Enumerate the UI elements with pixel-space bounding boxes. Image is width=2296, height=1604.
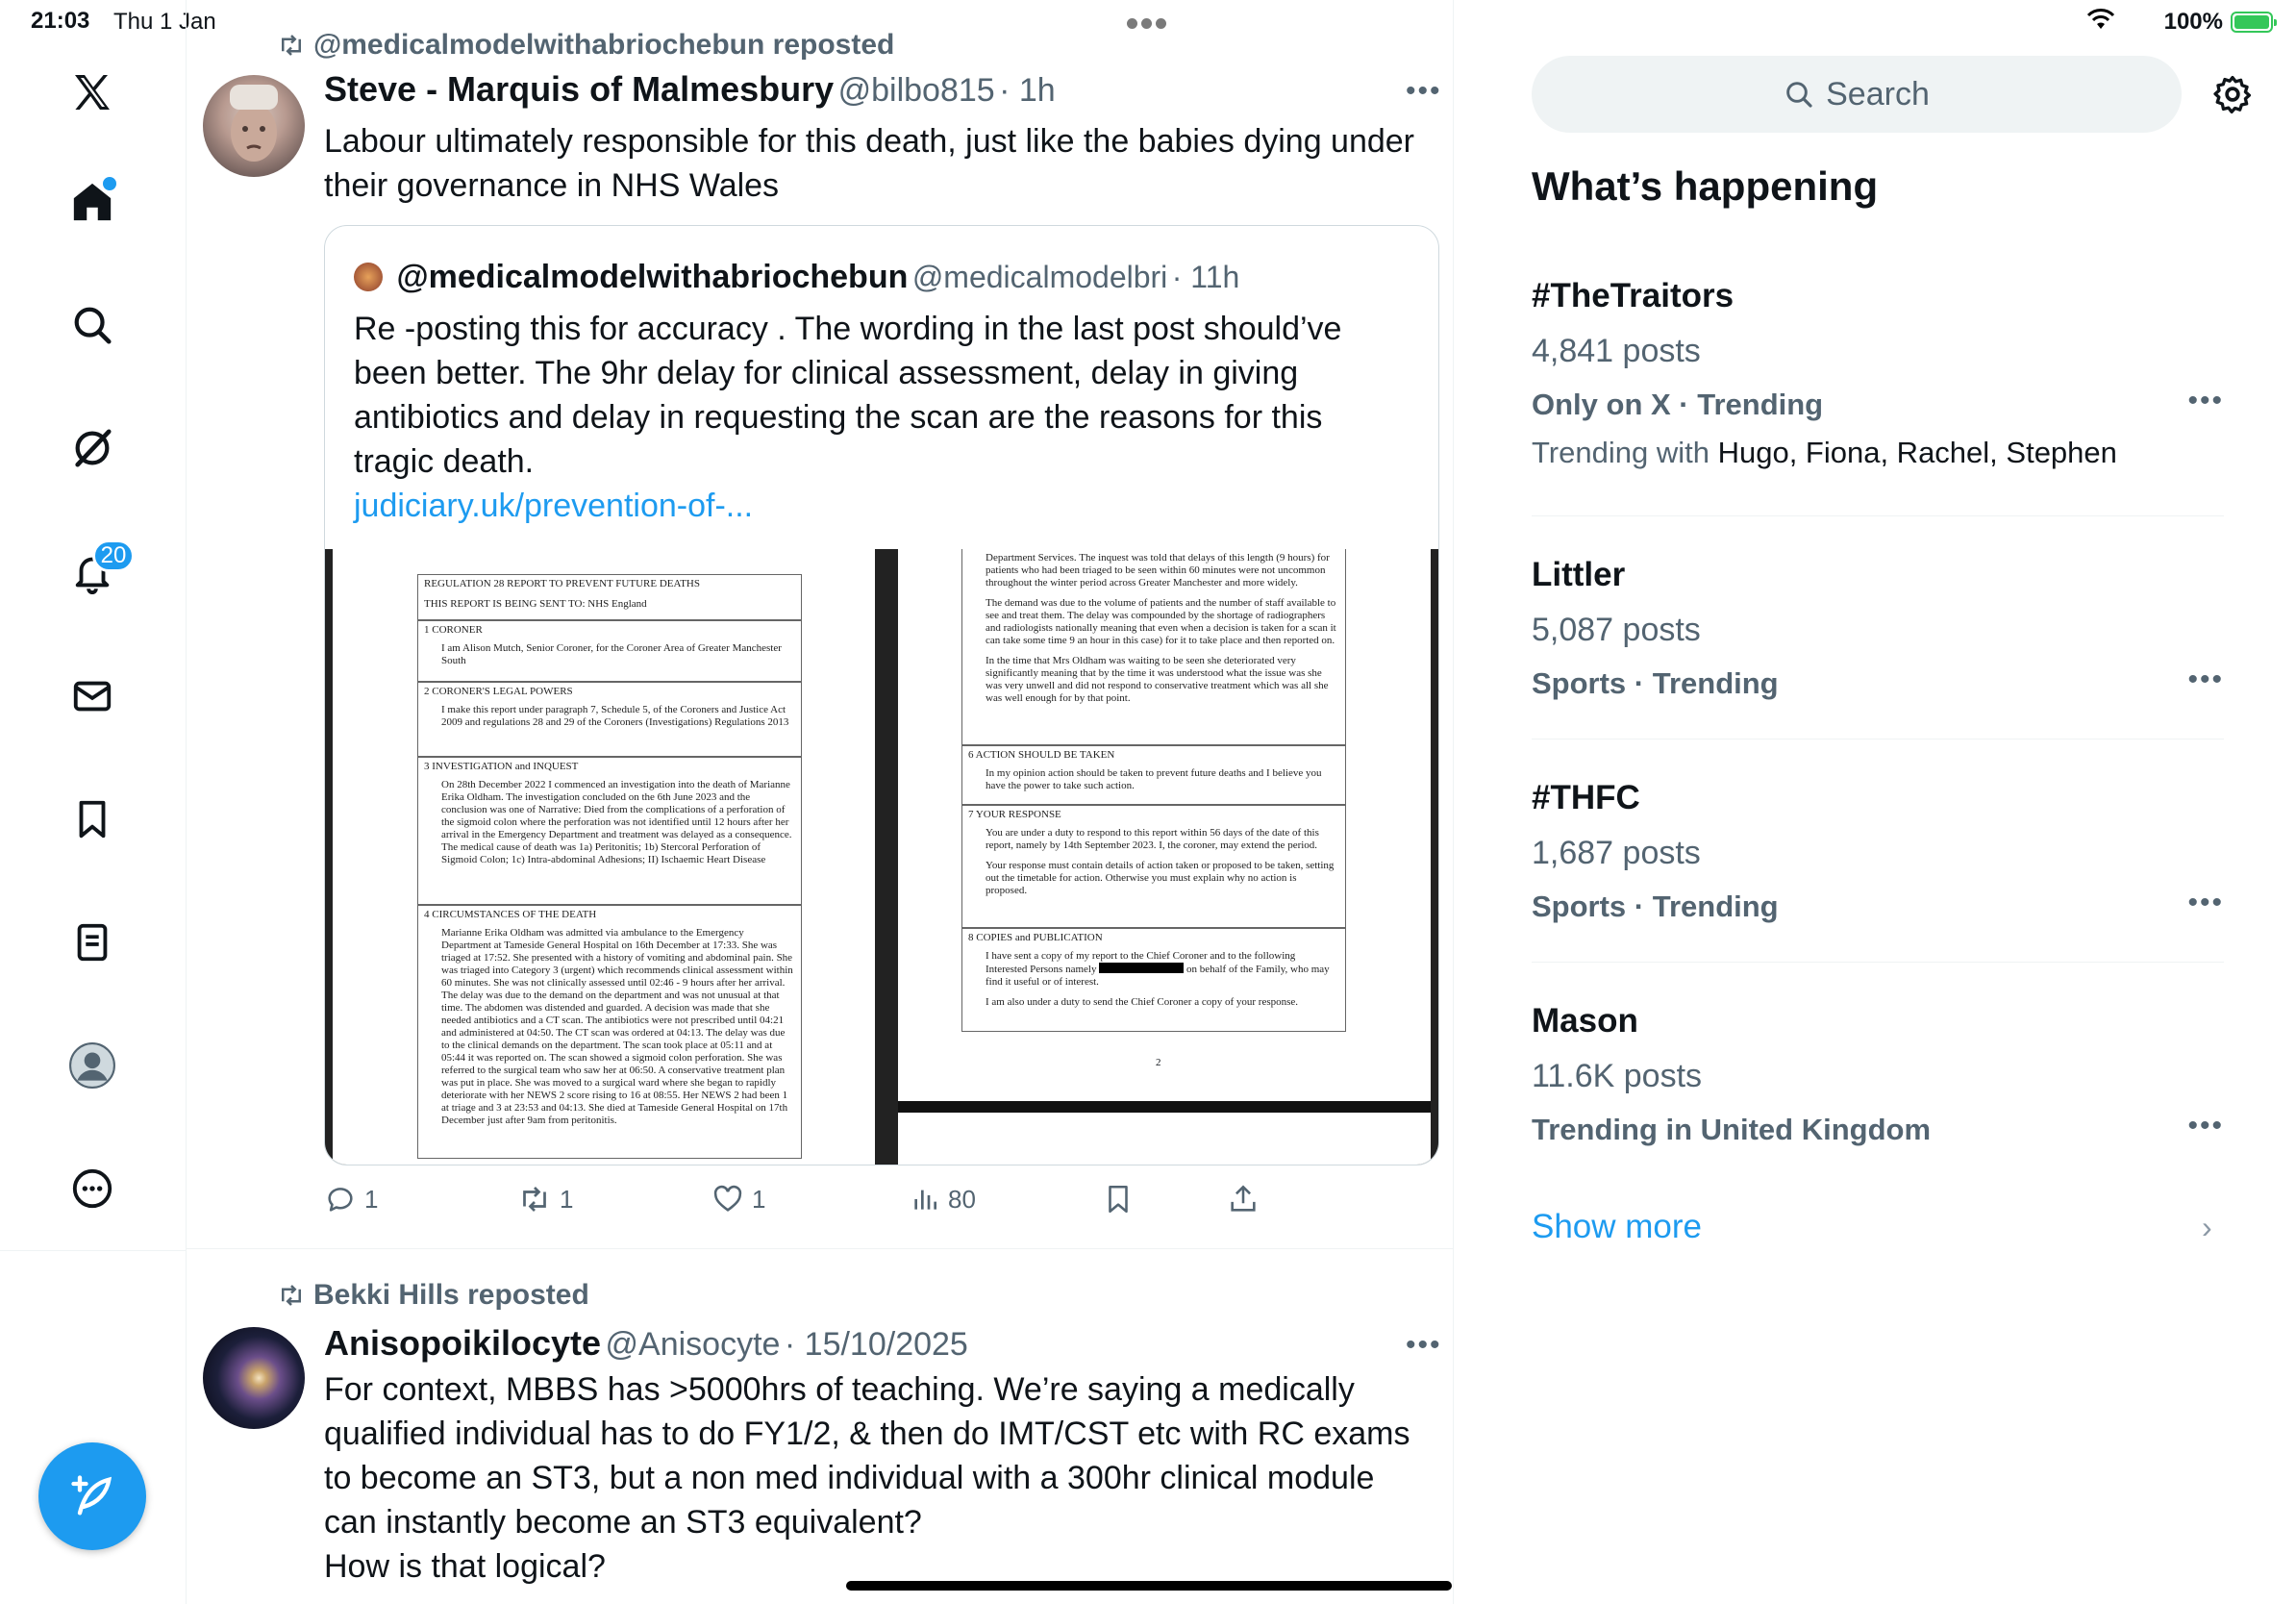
trend-divider (1532, 962, 2224, 963)
doc-section-body: I have sent a copy of my report to the Chief Coroner and to the following Interested Persons namely (986, 950, 1296, 975)
doc-section-body: Your response must contain details of action taken or proposed to be taken, setting out the timetable for action. Otherwise you must explain why no action is proposed. (986, 860, 1335, 896)
status-time: 21:03 (31, 8, 90, 34)
settings-gear-icon[interactable] (2211, 73, 2254, 120)
doc-section-body: You are under a duty to respond to this report within 56 days of the date of this report, namely by 14th September 2023. I, the coroner, may extend the period. (986, 827, 1319, 851)
tweet-text-line: can instantly become an ST3 equivalent? (324, 1504, 922, 1541)
doc-section-body: I make this report under paragraph 7, Schedule 5, of the Coroners and Justice Act 2009 and regulations 28 and 29 of the Coroners (Investigations) Regulations 2013 (441, 704, 789, 728)
quote-tweet[interactable] (324, 225, 1439, 1165)
battery-icon (2231, 12, 2273, 33)
doc-section-heading: 6 ACTION SHOULD BE TAKEN (968, 749, 1115, 761)
document-page-1[interactable] (333, 549, 875, 1165)
repost-icon (517, 1183, 552, 1216)
x-logo-icon[interactable] (63, 63, 121, 121)
profile-avatar-icon[interactable] (63, 1037, 121, 1094)
repost-by-label: Bekki Hills reposted (313, 1279, 589, 1311)
author-name[interactable]: Steve - Marquis of Malmesbury (324, 69, 835, 109)
trend-related-label: Trending with (1532, 436, 1710, 469)
doc-section-body: I am Alison Mutch, Senior Coroner, for the Coroner Area of Greater Manchester South (441, 642, 782, 666)
like-count: 1 (752, 1184, 766, 1214)
trend-divider (1532, 515, 2224, 516)
repost-by-label: @medicalmodelwithabriochebun reposted (313, 29, 895, 61)
notifications-badge: 20 (92, 539, 135, 572)
bookmark-icon (1102, 1183, 1135, 1216)
author-avatar[interactable] (203, 1327, 305, 1429)
quote-time: · 11h (1171, 260, 1240, 294)
doc-paragraph: The demand was due to the volume of patients and the number of staff available to see and treat them. The delay was compounded by the shortage of radiographers and radiologists nationally meaning that even when a decision is taken for a scan it can take some time 9 an hour in this case) for it to take place and then reported on. (986, 597, 1336, 646)
trend-category: Sports · Trending (1532, 666, 1779, 700)
reply-count: 1 (364, 1184, 379, 1214)
show-more-link[interactable]: Show more (1532, 1208, 1703, 1245)
tweet-text-line: to become an ST3, but a non med individual with a 300hr clinical module (324, 1460, 1375, 1496)
trend-name: #TheTraitors (1532, 277, 1734, 314)
doc-section-7 (961, 805, 1346, 928)
tweet-time[interactable]: · 15/10/2025 (784, 1326, 968, 1363)
trend-category: Only on X · Trending (1532, 388, 1824, 421)
tweet-divider (186, 1248, 1453, 1249)
views-count: 80 (948, 1184, 976, 1214)
bookmark-button[interactable] (1102, 1183, 1142, 1216)
tweet-header (324, 1323, 968, 1364)
doc-continued-box (961, 549, 1346, 745)
quote-text (354, 307, 1411, 528)
doc-section-heading: 4 CIRCUMSTANCES OF THE DEATH (424, 909, 597, 920)
search-icon (1784, 79, 1814, 110)
doc-section-heading: 3 INVESTIGATION and INQUEST (424, 761, 579, 772)
tweet-text-line: For context, MBBS has >5000hrs of teaching. We’re saying a medically (324, 1371, 1355, 1408)
whats-happening-title: What’s happening (1532, 163, 1879, 209)
tweet-more-menu[interactable]: ••• (1406, 75, 1442, 107)
quote-header (354, 259, 1239, 296)
repost-button[interactable] (517, 1183, 573, 1216)
trend-category: Trending in United Kingdom (1532, 1113, 1932, 1146)
trend-post-count: 11.6K posts (1532, 1058, 1703, 1094)
doc-section-heading: 7 YOUR RESPONSE (968, 809, 1061, 820)
trend-more-menu[interactable]: ••• (2187, 1110, 2224, 1141)
doc-paragraph: Department Services. The inquest was told that delays of this length (9 hours) for patients who had been triaged to be seen within 60 minutes were not uncommon throughout the winter period across Greater Manchester and more widely. (986, 552, 1330, 589)
doc-section-body: on behalf of the Family, who may find it useful or of interest. (986, 964, 1330, 988)
trend-item[interactable] (1532, 779, 2224, 924)
explore-search-icon[interactable] (63, 296, 121, 354)
repost-icon (277, 33, 306, 58)
doc-paragraph: In the time that Mrs Oldham was waiting to be seen she deteriorated very significantly meaning that by the time it was understood what the issue was she was very unwell and did not respond to conservative treatment which was all she was well enough for by that point. (986, 655, 1329, 704)
more-options-icon[interactable] (63, 1160, 121, 1217)
home-indicator[interactable] (846, 1581, 1452, 1591)
like-button[interactable] (711, 1183, 765, 1216)
trend-name: Littler (1532, 556, 1626, 593)
bookmarks-icon[interactable] (63, 790, 121, 848)
reply-icon (324, 1183, 357, 1216)
author-name[interactable]: Anisopoikilocyte (324, 1323, 602, 1363)
trend-item[interactable] (1532, 556, 2224, 701)
tweet-text-line: Labour ultimately responsible for this death, just like the babies dying under (324, 123, 1415, 160)
compose-feather-icon (67, 1471, 117, 1521)
trend-post-count: 5,087 posts (1532, 612, 1701, 648)
quote-text-line: Re -posting this for accuracy . The wording in the last post should’ve (354, 311, 1342, 347)
trend-name: Mason (1532, 1002, 1638, 1040)
doc-section-3 (417, 757, 802, 905)
trend-post-count: 4,841 posts (1532, 333, 1701, 369)
quote-avatar (354, 263, 383, 291)
status-date: Thu 1 Jan (113, 9, 216, 35)
lists-icon[interactable] (63, 914, 121, 971)
doc-section-4 (417, 905, 802, 1159)
grok-icon[interactable] (63, 419, 121, 477)
trend-name: #THFC (1532, 779, 1640, 816)
doc-section-heading: 1 CORONER (424, 624, 483, 636)
tweet-text-line: How is that logical? (324, 1548, 606, 1585)
doc-section-body: Marianne Erika Oldham was admitted via ambulance to the Emergency Department at Tameside General Hospital on 16th December at 17:33. She was triaged at 17:52. She presented with a history of vomiting and abdominal pain. She was triaged into Category 3 (urgent) which recommends clinical assessment within 60 minutes. She was not clinically assessed until 02:46 - 9 hours after her arrival. The delay was due to the demand on the department and was not unusual at that time. The abdomen was distended and guarded. A decision was made that she needed antibiotics and a CT scan. The antibiotics were not prescribed until 04:21 and administered at 04:50. The CT scan was ordered at 04:13. The delay was due to the clinical demands on the department. The scan took place at 05:11 and at 05:44 it was reported on. The scan showed a sigmoid colon perforation. She was referred to the surgical team who saw her at 06:50. A conservative treatment plan was put in place. She was moved to a surgical ward where she began to rapidly deteriorate with her NEWS 2 score rising to 16 at 08:55. Her NEWS 2 had been 1 at triage and 3 at 23:53 and 04:13. She died at Tameside General Hospital on 17th December just after 9am from peritonitis. (441, 927, 793, 1126)
doc-sent-to: THIS REPORT IS BEING SENT TO: NHS England (424, 598, 647, 610)
trend-more-menu[interactable]: ••• (2187, 887, 2224, 918)
doc-title-box (417, 574, 802, 620)
tweet-text-line: their governance in NHS Wales (324, 167, 780, 204)
author-handle[interactable]: @Anisocyte (605, 1326, 781, 1363)
home-unread-dot (101, 175, 118, 192)
repost-indicator (277, 29, 894, 62)
tweet-text (324, 1367, 1439, 1589)
tweet-text (324, 119, 1439, 208)
wifi-icon (2086, 8, 2115, 38)
doc-section-body: I am also under a duty to send the Chief Coroner a copy of your response. (986, 996, 1299, 1008)
redaction-bar (1099, 963, 1184, 973)
doc-page-number: 2 (1156, 1057, 1161, 1068)
doc-section-8 (961, 928, 1346, 1032)
quote-author-handle: @medicalmodelbri (911, 260, 1168, 294)
trend-related (1532, 436, 2224, 470)
doc-title: REGULATION 28 REPORT TO PREVENT FUTURE DEATHS (424, 578, 700, 589)
page-border (898, 1101, 1431, 1113)
doc-section-body: On 28th December 2022 I commenced an investigation into the death of Marianne Erika Oldham. The investigation concluded on the 6th June 2023 and the conclusion was one of Narrative: Died from the complications of a perforation of the sigmoid colon where the perforation was not identified until 12 hours after her arrival in the Emergency Department and treatment was delayed as a consequence. The medical cause of death was 1a) Peritonitis; 1b) Stercoral Perforation of Sigmoid Colon; 1c) Intra-abdominal Adhesions; II) Ischaemic Heart Disease (441, 779, 792, 865)
quote-text-line: tragic death. (354, 443, 535, 480)
doc-section-heading: 8 COPIES and PUBLICATION (968, 932, 1103, 943)
author-avatar[interactable] (203, 75, 305, 177)
quote-text-line: antibiotics and delay in requesting the scan are the reasons for this (354, 399, 1323, 436)
quote-link[interactable]: judiciary.uk/prevention-of-... (354, 488, 754, 524)
share-icon (1227, 1183, 1260, 1216)
repost-indicator (277, 1279, 589, 1312)
quote-author-name: @medicalmodelwithabriochebun (396, 259, 909, 295)
trend-post-count: 1,687 posts (1532, 835, 1701, 871)
doc-section-1 (417, 620, 802, 682)
views-button[interactable] (910, 1183, 976, 1216)
document-page-2[interactable] (886, 549, 1431, 1165)
doc-section-2 (417, 682, 802, 757)
repost-count: 1 (560, 1184, 574, 1214)
quote-media[interactable] (325, 549, 1438, 1165)
author-handle[interactable]: @bilbo815 (837, 72, 995, 109)
search-input[interactable] (1532, 56, 2182, 133)
quote-text-line: been better. The 9hr delay for clinical assessment, delay in giving (354, 355, 1299, 391)
share-button[interactable] (1227, 1183, 1267, 1216)
battery-percent: 100% (2163, 9, 2223, 35)
chevron-right-icon: › (2202, 1210, 2212, 1244)
left-nav (0, 0, 187, 1604)
trend-item[interactable] (1532, 1002, 2224, 1147)
trend-more-menu[interactable]: ••• (2187, 385, 2224, 416)
trend-item[interactable] (1532, 277, 2224, 470)
trend-more-menu[interactable]: ••• (2187, 664, 2224, 695)
heart-icon (711, 1183, 744, 1216)
search-placeholder: Search (1826, 75, 1930, 113)
tweet-time[interactable]: · 1h (999, 72, 1056, 109)
tweet-text-line: qualified individual has to do FY1/2, & then do IMT/CST etc with RC exams (324, 1416, 1410, 1452)
trend-category: Sports · Trending (1532, 890, 1779, 923)
tweet-more-menu[interactable]: ••• (1406, 1329, 1442, 1361)
nav-divider (0, 1250, 186, 1251)
views-chart-icon (910, 1183, 940, 1216)
doc-section-heading: 2 CORONER'S LEGAL POWERS (424, 686, 573, 697)
doc-section-6 (961, 745, 1346, 805)
compose-post-button[interactable] (38, 1442, 146, 1550)
trend-related-names: Hugo, Fiona, Rachel, Stephen (1717, 436, 2117, 469)
repost-icon (277, 1283, 306, 1308)
tweet-header (324, 69, 1056, 110)
messages-envelope-icon[interactable] (63, 667, 121, 725)
doc-section-body: In my opinion action should be taken to prevent future deaths and I believe you have the power to take such action. (986, 767, 1322, 791)
reply-button[interactable] (324, 1183, 378, 1216)
